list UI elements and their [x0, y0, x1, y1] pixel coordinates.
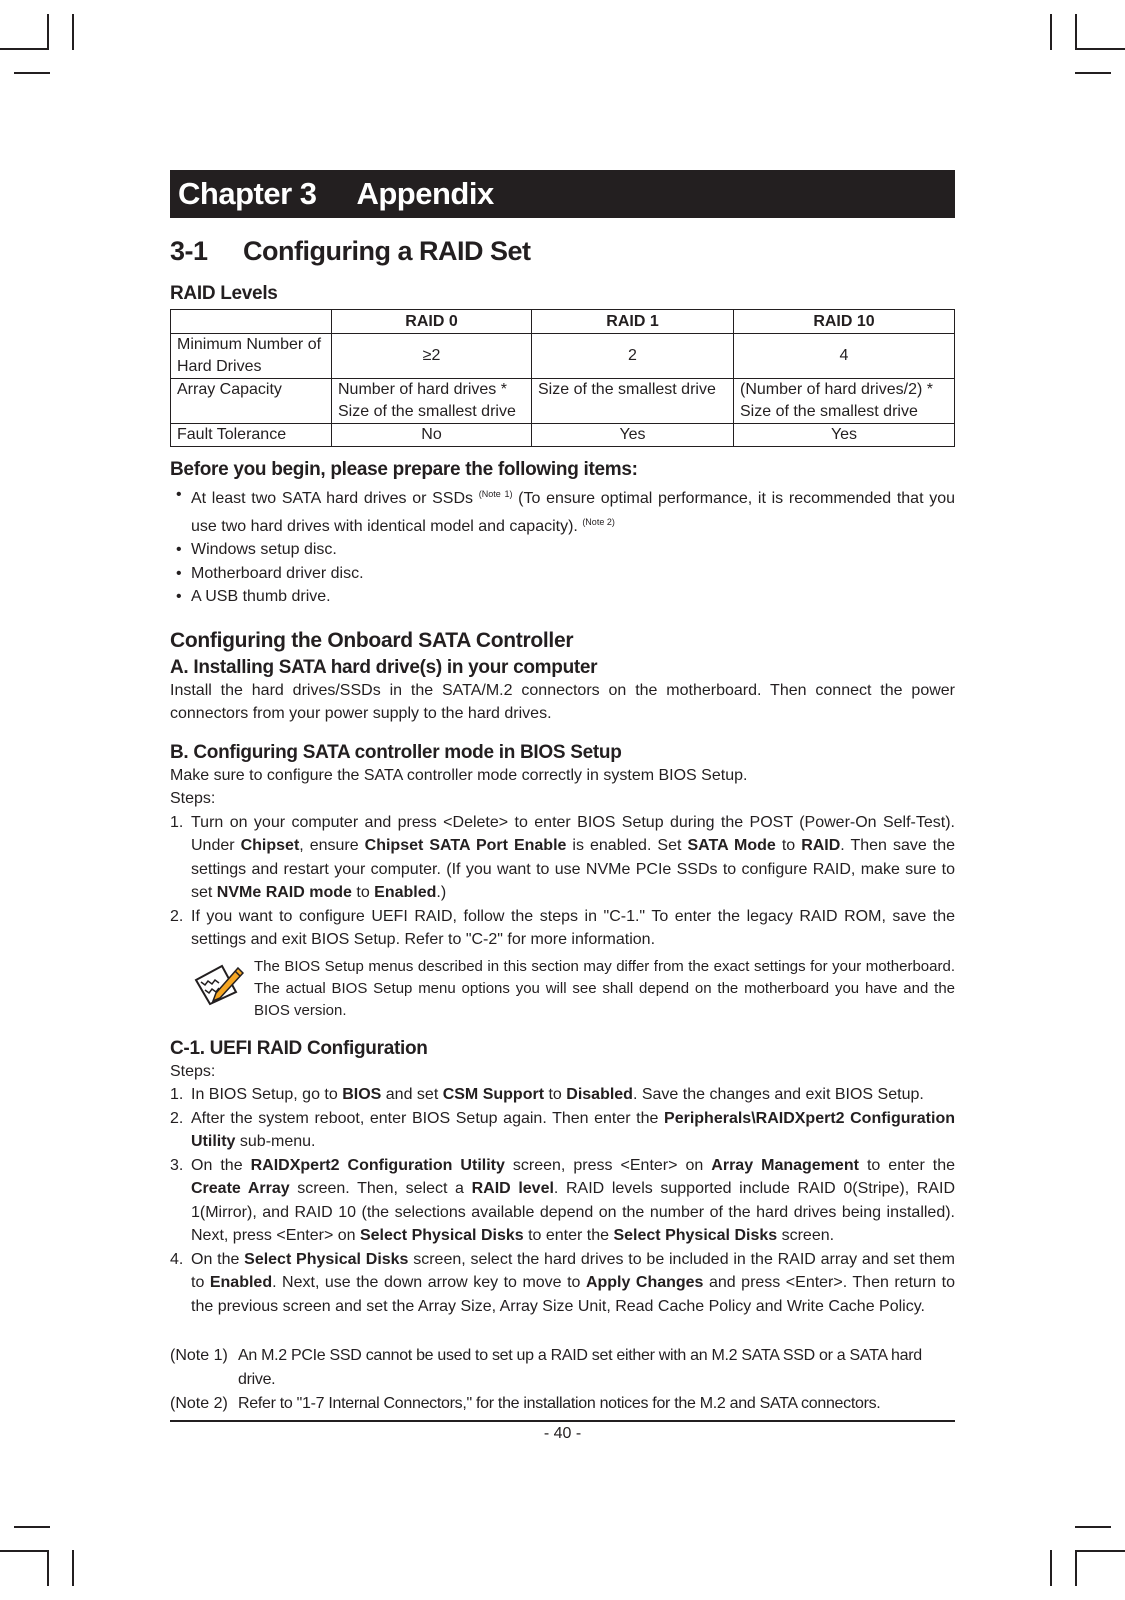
- chapter-bar: [170, 170, 955, 218]
- footnotes: [170, 1344, 955, 1416]
- config-heading: Configuring the Onboard SATA Controller: [170, 628, 574, 652]
- step-item: 2. After the system reboot, enter BIOS Setup again. Then enter the Peripherals\RAIDXpert2 Configuration Utility sub-menu.: [170, 1109, 955, 1150]
- section-heading: Configuring a RAID Set: [243, 236, 531, 266]
- cell-raid10: Yes: [734, 424, 955, 447]
- note-ref: (Note 1): [478, 489, 513, 499]
- crop-mark: [1050, 14, 1052, 50]
- crop-mark: [1077, 1550, 1125, 1552]
- table-header-blank: [171, 310, 332, 334]
- item-text: At least two SATA hard drives or SSDs: [191, 490, 474, 507]
- chapter-title: Appendix: [356, 176, 494, 211]
- list-item: [170, 483, 955, 538]
- cell-raid10: (Number of hard drives/2) * Size of the smallest drive: [734, 379, 955, 424]
- crop-mark: [1077, 48, 1125, 50]
- crop-mark: [72, 14, 74, 50]
- note-text: The BIOS Setup menus described in this section may differ from the exact settings for your motherboard. The actual BIOS Setup menu options you will see shall depend on the motherboard you have and the BIOS version.: [254, 957, 955, 1019]
- cell-raid1: 2: [532, 334, 734, 379]
- cell-raid0: ≥2: [332, 334, 532, 379]
- table-header-row: [171, 310, 955, 334]
- cell-raid0: No: [332, 424, 532, 447]
- table-row: [171, 424, 955, 447]
- row-label: Minimum Number of Hard Drives: [171, 334, 332, 379]
- note-box: [170, 956, 955, 1022]
- crop-mark: [1075, 1550, 1077, 1586]
- row-label: Array Capacity: [171, 379, 332, 424]
- bios-mode-heading: B. Configuring SATA controller mode in BIOS Setup: [170, 741, 622, 763]
- list-item: • A USB thumb drive.: [170, 585, 955, 609]
- footer-rule: [170, 1420, 955, 1422]
- cell-raid1: Yes: [532, 424, 734, 447]
- crop-mark: [1075, 72, 1111, 74]
- table-row: [171, 379, 955, 424]
- step-item: 4. On the Select Physical Disks screen, select the hard drives to be included in the RAID array and set them to Enabled. Next, use the down arrow key to move to Apply Changes and press <Enter>. Then return to the previous screen and set the Array Size, Array Size Unit, Read Cache Policy and Write Cache Policy.: [170, 1250, 956, 1315]
- steps-label: Steps:: [170, 790, 216, 807]
- step-item: 3. On the RAIDXpert2 Configuration Utility screen, press <Enter> on Array Management to enter the Create Array screen. Then, select a RAID level. RAID levels supported include RAID 0(Stripe), RAID 1(Mirror), and RAID 10 (the selections available depend on the number of the hard drives being installed). Next, press <Enter> on Select Physical Disks to enter the Select Physical Disks screen.: [170, 1156, 956, 1244]
- table-header-raid1: RAID 1: [532, 310, 734, 334]
- prep-list: [170, 483, 955, 609]
- crop-mark: [1075, 1526, 1111, 1528]
- chapter-label: Chapter 3: [178, 176, 317, 211]
- uefi-heading: C-1. UEFI RAID Configuration: [170, 1037, 428, 1059]
- footnote: (Note 1) An M.2 PCIe SSD cannot be used to set up a RAID set either with an M.2 SATA SSD or a SATA hard drive.: [170, 1347, 922, 1388]
- steps-label: Steps:: [170, 1062, 216, 1080]
- step-item: 2. If you want to configure UEFI RAID, follow the steps in "C-1." To enter the legacy RAID ROM, save the settings and exit BIOS Setup. Refer to "C-2" for more information.: [170, 907, 955, 948]
- row-label: Fault Tolerance: [171, 424, 332, 447]
- page-content: [170, 170, 955, 1443]
- crop-mark: [0, 1550, 47, 1552]
- uefi-steps: [170, 1083, 955, 1318]
- raid-levels-table: [170, 309, 955, 447]
- crop-mark: [14, 72, 50, 74]
- cell-raid0: Number of hard drives * Size of the smallest drive: [332, 379, 532, 424]
- table-row: [171, 334, 955, 379]
- crop-mark: [1075, 14, 1077, 50]
- crop-mark: [1050, 1550, 1052, 1586]
- table-header-raid10: RAID 10: [734, 310, 955, 334]
- before-heading: Before you begin, please prepare the following items:: [170, 459, 638, 480]
- crop-mark: [47, 14, 49, 50]
- page-number: - 40 -: [543, 1425, 582, 1442]
- section-number: 3-1: [170, 236, 208, 266]
- list-item: • Motherboard driver disc.: [170, 562, 955, 586]
- bios-steps: [170, 811, 955, 952]
- crop-mark: [0, 48, 47, 50]
- crop-mark: [47, 1550, 49, 1586]
- crop-mark: [72, 1550, 74, 1586]
- note-ref: (Note 2): [582, 516, 615, 527]
- footnote: (Note 2) Refer to "1-7 Internal Connectors," for the installation notices for the M.2 and SATA connectors.: [170, 1395, 881, 1412]
- step-item: 1. Turn on your computer and press <Delete> to enter BIOS Setup during the POST (Power-On Self-Test). Under Chipset, ensure Chipset SATA Port Enable is enabled. Set SATA Mode to RAID. Then save the settings and restart your computer. (If you want to use NVMe PCIe SSDs to configure RAID, make sure to set NVMe RAID mode to Enabled.): [170, 813, 955, 901]
- note-pencil-icon: [192, 962, 244, 1006]
- raid-levels-heading: RAID Levels: [170, 283, 278, 304]
- table-header-raid0: RAID 0: [332, 310, 532, 334]
- install-text: Install the hard drives/SSDs in the SATA/M.2 connectors on the motherboard. Then connect the power connectors from your power supply to the hard drives.: [170, 681, 955, 722]
- step-item: 1. In BIOS Setup, go to BIOS and set CSM Support to Disabled. Save the changes and exit BIOS Setup.: [170, 1086, 924, 1103]
- crop-mark: [14, 1526, 50, 1528]
- cell-raid10: 4: [734, 334, 955, 379]
- item-text: (To ensure optimal performance, it is recommended that you use two hard drives with identical model and capacity).: [191, 490, 956, 535]
- bios-mode-intro: Make sure to configure the SATA controller mode correctly in system BIOS Setup.: [170, 766, 748, 784]
- cell-raid1: Size of the smallest drive: [532, 379, 734, 424]
- list-item: • Windows setup disc.: [170, 538, 955, 562]
- install-heading: A. Installing SATA hard drive(s) in your computer: [170, 656, 598, 678]
- section-title: [170, 236, 955, 267]
